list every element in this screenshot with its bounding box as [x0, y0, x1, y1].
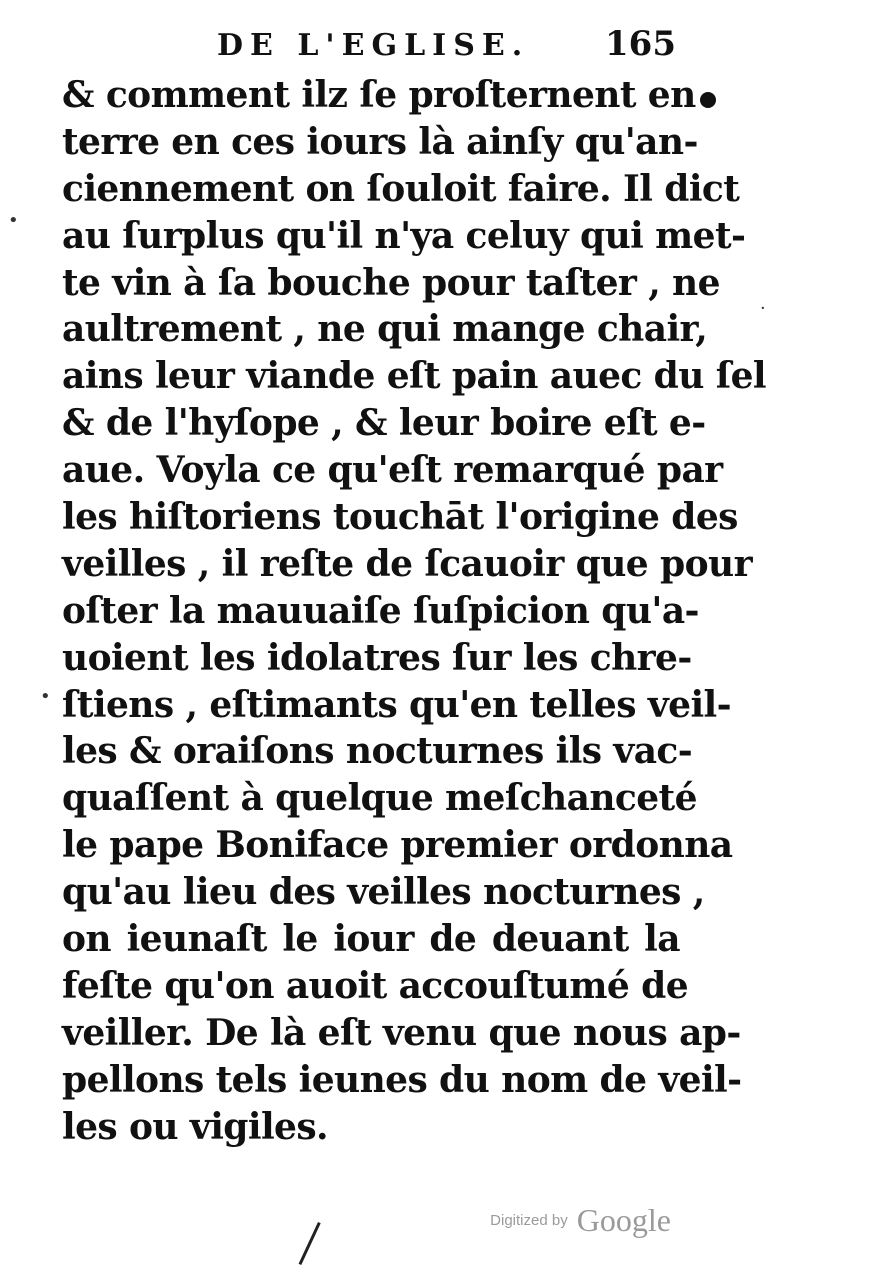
margin-speck: ·: [760, 298, 766, 319]
text-line: on ieunaſt le iour de deuant la: [62, 918, 680, 961]
text-line: ſtiens , eſtimants qu'en telles veil-: [62, 683, 731, 726]
running-head: [62, 24, 682, 68]
text-line: & de l'hyſope , & leur boire eſt e-: [62, 402, 706, 445]
text-line: aue. Voyla ce qu'eſt remarqué par: [62, 449, 723, 492]
text-line: pellons tels ieunes du nom de veil-: [62, 1058, 742, 1101]
text-line: & comment ilz ſe proſternent en: [62, 74, 696, 116]
text-line: le pape Boniface premier ordonna: [62, 824, 733, 867]
text-line: les hiſtoriens touchāt l'origine des: [62, 496, 738, 539]
text-line: veilles , il reſte de ſcauoir que pour: [62, 542, 752, 585]
text-line: uoient les idolatres ſur les chre-: [62, 636, 692, 679]
text-line: les & oraiſons nocturnes ils vac-: [62, 730, 693, 773]
text-line: oſter la mauuaiſe ſuſpicion qu'a-: [62, 589, 699, 632]
text-line: au ſurplus qu'il n'ya celuy qui met-: [62, 214, 746, 257]
text-line: aultrement , ne qui mange chair,: [62, 308, 708, 351]
pen-stroke: [299, 1222, 321, 1265]
text-line: veiller. De là eſt venu que nous ap-: [62, 1011, 741, 1054]
running-title: DE L'EGLISE.: [217, 28, 530, 63]
watermark-prefix: Digitized by: [490, 1212, 568, 1229]
text-line: terre en ces iours là ainſy qu'an-: [62, 120, 698, 163]
digitized-watermark: [490, 1202, 671, 1239]
text-line: les ou vigiles.: [62, 1105, 328, 1148]
ink-blot: [700, 92, 716, 108]
text-line: quaſſent à quelque meſchanceté: [62, 777, 697, 820]
text-line: ains leur viande eſt pain auec du ſel: [62, 355, 766, 398]
google-logo: Google: [576, 1202, 671, 1238]
margin-speck: •: [8, 210, 19, 231]
text-line: ciennement on ſouloit faire. Il dict: [62, 167, 740, 210]
margin-speck: •: [40, 686, 51, 707]
page-number: 165: [605, 24, 676, 64]
text-line: te vin à ſa bouche pour taſter , ne: [62, 261, 720, 304]
body-text: [62, 72, 766, 1150]
text-line: qu'au lieu des veilles nocturnes ,: [62, 871, 705, 914]
text-line: feſte qu'on auoit accouſtumé de: [62, 964, 689, 1007]
